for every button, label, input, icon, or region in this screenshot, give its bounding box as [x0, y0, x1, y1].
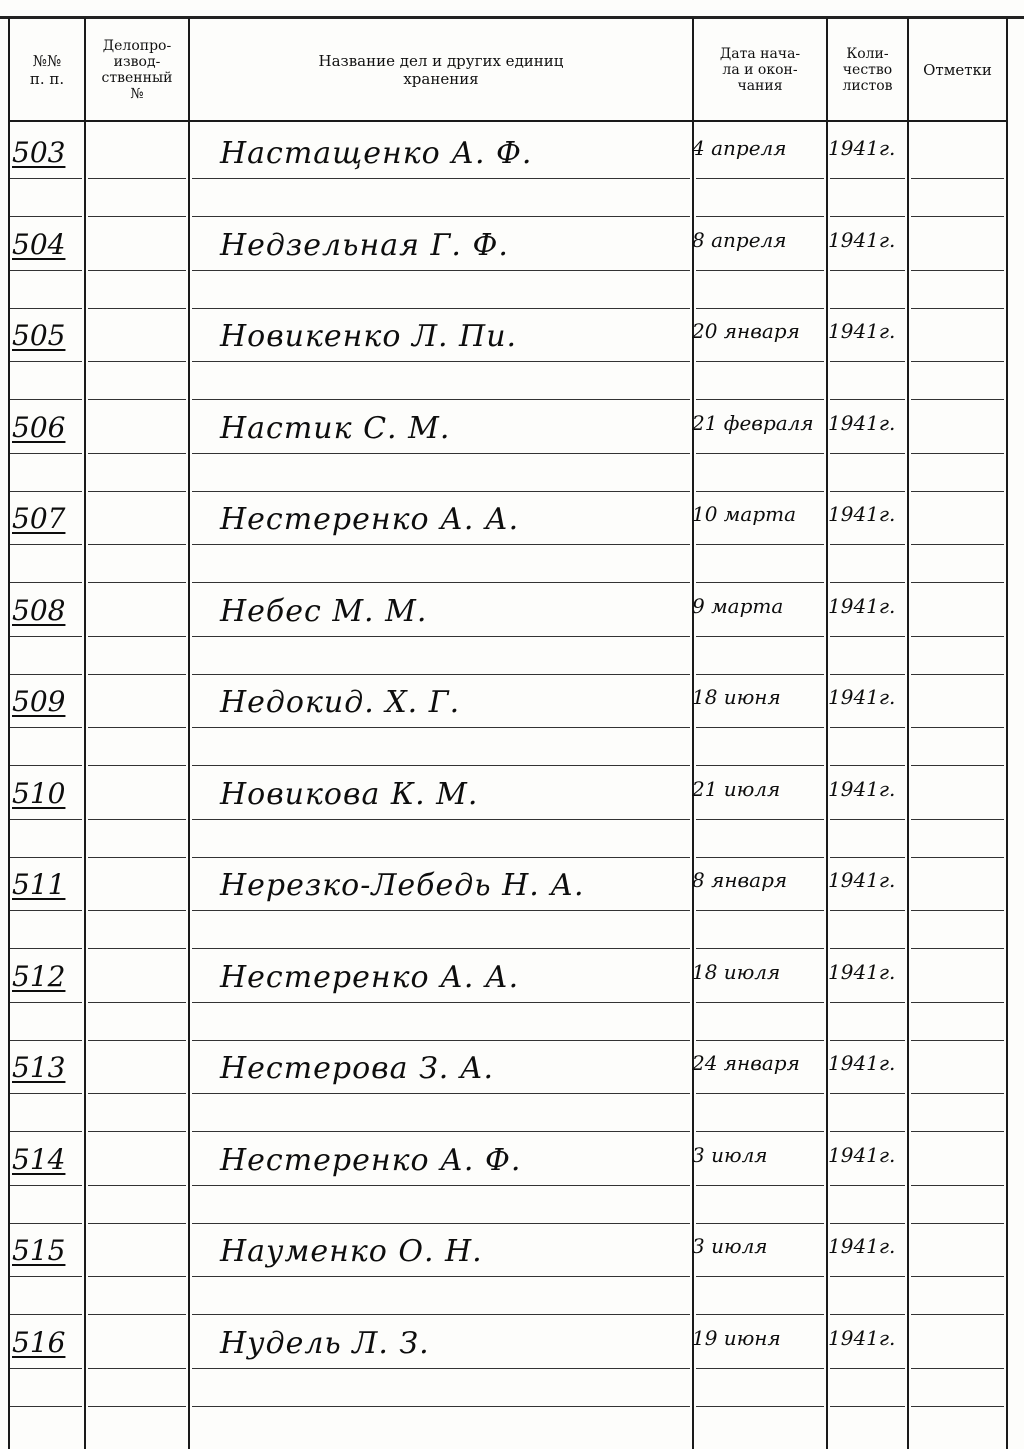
row-baseline	[911, 1276, 1004, 1277]
row-baseline	[830, 544, 905, 545]
row-number: 514	[12, 1142, 66, 1176]
row-baseline	[88, 361, 186, 362]
row-year: 1941г.	[828, 1325, 896, 1350]
row-baseline	[696, 636, 824, 637]
row-name: Небес М. М.	[220, 593, 428, 629]
row-baseline	[911, 361, 1004, 362]
row-separator	[696, 491, 824, 492]
row-baseline	[830, 361, 905, 362]
row-separator	[696, 582, 824, 583]
row-baseline	[696, 1368, 824, 1369]
row-separator	[10, 399, 82, 400]
row-name: Нудель Л. З.	[220, 1325, 430, 1361]
row-baseline	[88, 270, 186, 271]
row-baseline	[696, 270, 824, 271]
row-baseline	[10, 1368, 82, 1369]
row-separator	[696, 399, 824, 400]
row-separator	[10, 216, 82, 217]
row-separator	[88, 1131, 186, 1132]
row-baseline	[10, 270, 82, 271]
row-baseline	[10, 544, 82, 545]
row-separator	[88, 582, 186, 583]
row-number: 505	[12, 319, 66, 352]
row-year: 1941г.	[828, 868, 896, 892]
row-baseline	[696, 910, 824, 911]
row-baseline	[10, 1185, 82, 1186]
row-baseline	[10, 819, 82, 820]
row-baseline	[830, 270, 905, 271]
row-baseline	[696, 178, 824, 179]
row-baseline	[911, 819, 1004, 820]
row-baseline	[10, 1276, 82, 1277]
row-separator	[696, 308, 824, 309]
row-separator	[88, 857, 186, 858]
row-baseline	[696, 1093, 824, 1094]
row-separator	[10, 1131, 82, 1132]
row-baseline	[192, 910, 690, 911]
row-separator	[10, 1314, 82, 1315]
row-year: 1941г.	[828, 1051, 896, 1075]
row-year: 1941г.	[828, 502, 896, 526]
row-date: 24 января	[692, 1051, 800, 1075]
row-year: 1941г.	[828, 1234, 896, 1258]
row-baseline	[696, 453, 824, 454]
row-date: 19 июня	[692, 1325, 781, 1350]
row-separator	[911, 582, 1004, 583]
row-baseline	[88, 1002, 186, 1003]
row-separator	[88, 1314, 186, 1315]
row-separator	[10, 1040, 82, 1041]
column-divider	[188, 18, 190, 1449]
row-separator	[830, 1131, 905, 1132]
row-separator	[911, 674, 1004, 675]
row-date: 21 июля	[692, 776, 781, 801]
row-year: 1941г.	[828, 319, 896, 343]
row-baseline	[10, 361, 82, 362]
row-number: 504	[12, 227, 66, 261]
row-separator	[192, 948, 690, 949]
row-name: Настик С. М.	[220, 410, 451, 446]
row-baseline	[192, 1002, 690, 1003]
row-name: Нерезко-Лебедь Н. А.	[220, 868, 585, 903]
row-baseline	[830, 727, 905, 728]
row-separator	[10, 308, 82, 309]
row-separator	[10, 948, 82, 949]
row-baseline	[911, 178, 1004, 179]
row-baseline	[88, 1093, 186, 1094]
row-baseline	[192, 453, 690, 454]
row-separator	[696, 948, 824, 949]
row-baseline	[88, 819, 186, 820]
row-baseline	[192, 178, 690, 179]
row-baseline	[696, 1276, 824, 1277]
row-baseline	[10, 1093, 82, 1094]
column-divider	[8, 18, 10, 1449]
row-name: Недзельная Г. Ф.	[220, 227, 509, 263]
row-baseline	[911, 1185, 1004, 1186]
row-date: 3 июля	[692, 1234, 768, 1258]
row-date: 3 июля	[692, 1142, 768, 1167]
row-baseline	[88, 544, 186, 545]
row-separator	[88, 674, 186, 675]
row-separator	[830, 1406, 905, 1407]
row-baseline	[192, 270, 690, 271]
row-date: 18 июня	[692, 685, 781, 709]
row-number: 510	[12, 776, 66, 810]
row-baseline	[88, 1368, 186, 1369]
row-number: 509	[12, 685, 66, 718]
row-number: 508	[12, 593, 66, 627]
row-separator	[10, 491, 82, 492]
row-separator	[192, 1131, 690, 1132]
row-baseline	[911, 636, 1004, 637]
row-baseline	[830, 1002, 905, 1003]
row-separator	[88, 216, 186, 217]
row-baseline	[192, 1276, 690, 1277]
row-year: 1941г.	[828, 410, 896, 435]
row-separator	[911, 1406, 1004, 1407]
row-date: 8 января	[692, 868, 788, 892]
header-office-number: Делопро- извод- ственный №	[101, 38, 173, 102]
row-number: 513	[12, 1051, 66, 1084]
row-year: 1941г.	[828, 1142, 896, 1167]
row-date: 21 февраля	[692, 410, 814, 435]
row-separator	[696, 765, 824, 766]
column-divider	[1006, 18, 1008, 1449]
row-year: 1941г.	[828, 593, 896, 618]
row-separator	[911, 399, 1004, 400]
row-name: Недокид. Х. Г.	[220, 685, 461, 720]
row-year: 1941г.	[828, 959, 896, 984]
row-separator	[830, 1314, 905, 1315]
row-baseline	[830, 819, 905, 820]
row-baseline	[911, 1093, 1004, 1094]
row-separator	[911, 308, 1004, 309]
row-baseline	[696, 361, 824, 362]
row-year: 1941г.	[828, 685, 896, 709]
row-baseline	[88, 1276, 186, 1277]
row-separator	[10, 674, 82, 675]
row-separator	[830, 765, 905, 766]
row-separator	[911, 948, 1004, 949]
header-sheets: Коли- чество листов	[842, 46, 893, 94]
row-number: 503	[12, 136, 66, 169]
row-year: 1941г.	[828, 227, 896, 252]
header-number: №№ п. п.	[29, 52, 65, 88]
column-divider	[84, 18, 86, 1449]
row-baseline	[192, 361, 690, 362]
row-year: 1941г.	[828, 776, 896, 801]
row-separator	[192, 216, 690, 217]
row-baseline	[88, 1185, 186, 1186]
row-separator	[696, 1314, 824, 1315]
row-separator	[696, 1040, 824, 1041]
row-baseline	[10, 453, 82, 454]
row-baseline	[830, 636, 905, 637]
row-name: Нестерова З. А.	[220, 1051, 495, 1086]
row-separator	[830, 857, 905, 858]
row-baseline	[830, 910, 905, 911]
row-baseline	[911, 727, 1004, 728]
row-baseline	[696, 1185, 824, 1186]
row-number: 512	[12, 959, 66, 993]
row-baseline	[88, 636, 186, 637]
top-border	[0, 16, 1024, 19]
row-baseline	[830, 1093, 905, 1094]
row-baseline	[830, 178, 905, 179]
row-separator	[10, 1406, 82, 1407]
row-baseline	[696, 727, 824, 728]
row-separator	[696, 1223, 824, 1224]
row-date: 20 января	[692, 319, 800, 343]
row-baseline	[192, 1185, 690, 1186]
row-separator	[911, 216, 1004, 217]
row-baseline	[696, 544, 824, 545]
row-baseline	[911, 1368, 1004, 1369]
row-separator	[911, 1131, 1004, 1132]
row-baseline	[696, 1002, 824, 1003]
row-name: Нестеренко А. А.	[220, 959, 520, 995]
header-rule	[8, 120, 1008, 122]
row-separator	[88, 491, 186, 492]
row-separator	[830, 1223, 905, 1224]
row-name: Нестеренко А. А.	[220, 502, 520, 537]
row-separator	[10, 1223, 82, 1224]
row-baseline	[10, 636, 82, 637]
header-title: Название дел и других единиц хранения	[318, 52, 564, 88]
row-separator	[911, 1223, 1004, 1224]
row-separator	[192, 1406, 690, 1407]
row-separator	[830, 1040, 905, 1041]
row-separator	[696, 216, 824, 217]
row-date: 9 марта	[692, 593, 784, 618]
row-name: Новикенко Л. Пи.	[220, 319, 518, 354]
row-separator	[911, 491, 1004, 492]
row-separator	[830, 491, 905, 492]
row-number: 506	[12, 410, 66, 444]
row-separator	[696, 1406, 824, 1407]
row-separator	[192, 765, 690, 766]
row-baseline	[911, 270, 1004, 271]
row-separator	[88, 1223, 186, 1224]
row-separator	[192, 582, 690, 583]
row-baseline	[911, 544, 1004, 545]
row-baseline	[192, 819, 690, 820]
row-baseline	[88, 453, 186, 454]
row-baseline	[830, 1185, 905, 1186]
row-separator	[10, 857, 82, 858]
row-baseline	[10, 727, 82, 728]
row-baseline	[911, 453, 1004, 454]
row-date: 4 апреля	[692, 136, 787, 160]
row-baseline	[830, 453, 905, 454]
row-separator	[192, 1040, 690, 1041]
row-separator	[830, 216, 905, 217]
row-separator	[192, 674, 690, 675]
row-separator	[830, 308, 905, 309]
row-baseline	[192, 727, 690, 728]
row-baseline	[911, 910, 1004, 911]
row-separator	[830, 948, 905, 949]
row-separator	[88, 1406, 186, 1407]
row-separator	[830, 674, 905, 675]
row-separator	[88, 399, 186, 400]
row-baseline	[192, 636, 690, 637]
row-name: Науменко О. Н.	[220, 1234, 483, 1269]
row-number: 515	[12, 1234, 66, 1267]
row-baseline	[830, 1276, 905, 1277]
row-baseline	[88, 727, 186, 728]
row-baseline	[911, 1002, 1004, 1003]
row-baseline	[192, 544, 690, 545]
row-separator	[88, 1040, 186, 1041]
row-baseline	[10, 178, 82, 179]
header-notes: Отметки	[923, 61, 992, 79]
row-separator	[192, 491, 690, 492]
row-baseline	[696, 819, 824, 820]
row-number: 511	[12, 868, 66, 901]
row-separator	[192, 308, 690, 309]
row-separator	[911, 1314, 1004, 1315]
row-baseline	[88, 178, 186, 179]
row-separator	[192, 857, 690, 858]
row-separator	[192, 1223, 690, 1224]
row-baseline	[88, 910, 186, 911]
row-date: 8 апреля	[692, 227, 787, 252]
row-baseline	[830, 1368, 905, 1369]
row-separator	[10, 765, 82, 766]
row-baseline	[192, 1368, 690, 1369]
row-separator	[696, 674, 824, 675]
row-number: 516	[12, 1325, 66, 1359]
row-baseline	[10, 1002, 82, 1003]
row-baseline	[192, 1093, 690, 1094]
row-separator	[911, 857, 1004, 858]
row-year: 1941г.	[828, 136, 896, 160]
row-date: 10 марта	[692, 502, 797, 526]
row-separator	[830, 399, 905, 400]
row-separator	[192, 1314, 690, 1315]
row-separator	[88, 948, 186, 949]
row-separator	[911, 765, 1004, 766]
row-name: Нестеренко А. Ф.	[220, 1142, 522, 1178]
row-separator	[911, 1040, 1004, 1041]
row-separator	[88, 765, 186, 766]
row-baseline	[10, 910, 82, 911]
row-number: 507	[12, 502, 66, 535]
row-separator	[10, 582, 82, 583]
row-date: 18 июля	[692, 959, 781, 984]
row-name: Настащенко А. Ф.	[220, 136, 533, 171]
header-dates: Дата нача- ла и окон- чания	[719, 46, 801, 94]
row-separator	[830, 582, 905, 583]
row-separator	[88, 308, 186, 309]
row-separator	[192, 399, 690, 400]
row-separator	[696, 857, 824, 858]
row-name: Новикова К. М.	[220, 776, 479, 812]
row-separator	[696, 1131, 824, 1132]
